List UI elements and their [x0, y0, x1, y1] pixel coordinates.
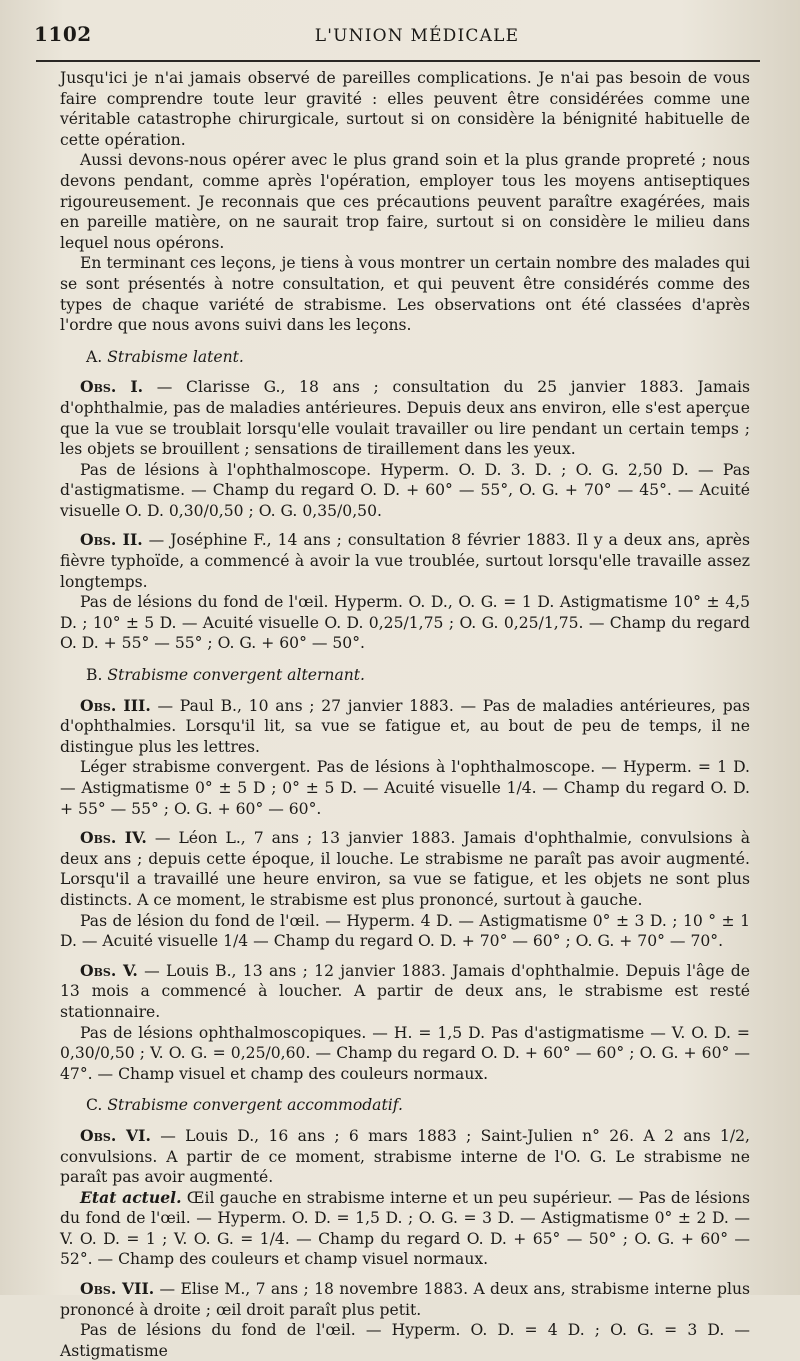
observation-6	[60, 1126, 750, 1270]
page-header	[34, 22, 750, 52]
etat-actuel-text: Œil gauche en strabisme interne et un peu supérieur. — Pas de lésions du fond de l'œil. — Hyperm. O. D. = 1,5 D. ; O. G. = 3 D. — Astigmatisme 0° ± 2 D. — V. O. D. = 1 ; V. O. G. = 1/4. — Champ du regard O. D. + 65° — 50° ; O. G. + 60° — 52°. — Champ des couleurs et champ visuel normaux.	[60, 1188, 750, 1269]
header-rule	[36, 60, 760, 62]
observation-label: Obs. VI.	[80, 1125, 151, 1145]
observation-label: Obs. I.	[80, 377, 144, 397]
observation-text: — Clarisse G., 18 ans ; consultation du 25 janvier 1883. Jamais d'ophthalmie, pas de maladies antérieures. Depuis deux ans environ, elle s'est aperçue que la vue se troublait lorsqu'elle voulait travailler ou lire pendant un certain temps ; les objets se brouillent ; sensations de tiraillement dans les yeux.	[60, 378, 750, 459]
observation-3	[60, 696, 750, 820]
observation-5	[60, 961, 750, 1085]
observation-2	[60, 530, 750, 654]
section-title: Strabisme convergent accommodatif.	[107, 1096, 403, 1115]
observation-4	[60, 828, 750, 952]
observation-7	[60, 1279, 750, 1361]
body-text	[60, 68, 750, 1361]
etat-actuel-label: Etat actuel.	[80, 1187, 182, 1207]
section-title: Strabisme convergent alternant.	[107, 666, 366, 685]
observation-paragraph: Léger strabisme convergent. Pas de lésions à l'ophthalmoscope. — Hyperm. = 1 D. — Astigmatisme 0° ± 5 D ; 0° ± 5 D. — Acuité visuelle 1/4. — Champ du regard O. D. + 55° — 55° ; O. G. + 60° — 60°.	[60, 758, 750, 818]
section-letter: A.	[86, 347, 103, 366]
observation-paragraph: Pas de lésions à l'ophthalmoscope. Hyperm. O. D. 3. D. ; O. G. 2,50 D. — Pas d'astigmatisme. — Champ du regard O. D. + 60° — 55°, O. G. + 70° — 45°. — Acuité visuelle O. D. 0,30/0,50 ; O. G. 0,35/0,50.	[60, 460, 750, 520]
page-number: 1102	[34, 22, 92, 46]
section-letter: C.	[86, 1096, 103, 1115]
observation-text: — Louis B., 13 ans ; 12 janvier 1883. Jamais d'ophthalmie. Depuis l'âge de 13 mois a commencé à loucher. A partir de deux ans, le strabisme est resté stationnaire.	[60, 961, 751, 1021]
observation-text: — Elise M., 7 ans ; 18 novembre 1883. A deux ans, strabisme interne plus prononcé à droite ; œil droit paraît plus petit.	[60, 1280, 750, 1319]
observation-text: — Léon L., 7 ans ; 13 janvier 1883. Jamais d'ophthalmie, convulsions à deux ans ; depuis cette époque, il louche. Le strabisme ne paraît pas avoir augmenté. Lorsqu'il a travaillé une heure environ, sa vue se fatigue, et les objets ne sont plus distincts. A ce moment, le strabisme est plus prononcé, surtout à gauche.	[60, 829, 750, 909]
observation-label: Obs. IV.	[80, 828, 147, 848]
section-heading-c	[86, 1095, 750, 1116]
observation-label: Obs. V.	[80, 960, 138, 980]
observation-paragraph: Pas de lésions ophthalmoscopiques. — H. = 1,5 D. Pas d'astigmatisme — V. O. D. = 0,30/0,50 ; V. O. G. = 0,25/0,60. — Champ du regard O. D. + 60° — 60° ; O. G. + 60° — 47°. — Champ visuel et champ des couleurs normaux.	[60, 1023, 750, 1083]
observation-1	[60, 377, 750, 521]
section-title: Strabisme latent.	[107, 347, 244, 366]
section-letter: B.	[86, 666, 103, 685]
observation-text: — Louis D., 16 ans ; 6 mars 1883 ; Saint-Julien n° 26. A 2 ans 1/2, convulsions. A partir de ce moment, strabisme interne de l'O. G. Le strabisme ne paraît pas avoir augmenté.	[60, 1126, 750, 1187]
section-heading-a	[86, 347, 750, 368]
observation-label: Obs. VII.	[80, 1279, 155, 1299]
observation-text: — Paul B., 10 ans ; 27 janvier 1883. — Pas de maladies antérieures, pas d'ophthalmies. Lorsqu'il lit, sa vue se fatigue et, au bout de peu de temps, il ne distingue plus les lettres.	[60, 696, 750, 756]
observation-label: Obs. III.	[80, 695, 151, 715]
observation-paragraph: Pas de lésion du fond de l'œil. — Hyperm. 4 D. — Astigmatisme 0° ± 3 D. ; 10 ° ± 1 D. — Acuité visuelle 1/4 — Champ du regard O. D. + 70° — 60° ; O. G. + 70° — 70°.	[60, 911, 750, 951]
section-heading-b	[86, 665, 750, 686]
running-title: L'UNION MÉDICALE	[314, 26, 520, 46]
observation-paragraph: Pas de lésions du fond de l'œil. — Hyperm. O. D. = 4 D. ; O. G. = 3 D. — Astigmatisme	[60, 1321, 750, 1360]
observation-label: Obs. II.	[80, 530, 143, 550]
intro-paragraph-1: Jusqu'ici je n'ai jamais observé de pareilles complications. Je n'ai pas besoin de vous faire comprendre toute leur gravité : elles peuvent être considérées comme une véritable catastrophe chirurgicale, surtout si on considère la bénignité habituelle de cette opération.	[60, 69, 750, 149]
observation-text: — Joséphine F., 14 ans ; consultation 8 février 1883. Il y a deux ans, après fièvre typhoïde, a commencé à avoir la vue troublée, surtout lorsqu'elle travaille assez longtemps.	[60, 531, 750, 591]
observation-paragraph: Pas de lésions du fond de l'œil. Hyperm. O. D., O. G. = 1 D. Astigmatisme 10° ± 4,5 D. ; 10° ± 5 D. — Acuité visuelle O. D. 0,25/1,75 ; O. G. 0,25/1,75. — Champ du regard O. D. + 55° — 55° ; O. G. + 60° — 50°.	[60, 593, 750, 653]
intro-paragraph-2: Aussi devons-nous opérer avec le plus grand soin et la plus grande propreté ; nous devons pendant, comme après l'opération, employer tous les moyens antiseptiques rigoureusement. Je reconnais que ces précautions peuvent paraître exagérées, mais en pareille matière, on ne saurait trop faire, surtout si on considère le milieu dans lequel nous opérons.	[60, 151, 750, 252]
intro-paragraph-3: En terminant ces leçons, je tiens à vous montrer un certain nombre des malades qui se sont présentés à notre consultation, et qui peuvent être considérés comme des types de chaque variété de strabisme. Les observations ont été classées d'après l'ordre que nous avons suivi dans les leçons.	[60, 254, 750, 335]
